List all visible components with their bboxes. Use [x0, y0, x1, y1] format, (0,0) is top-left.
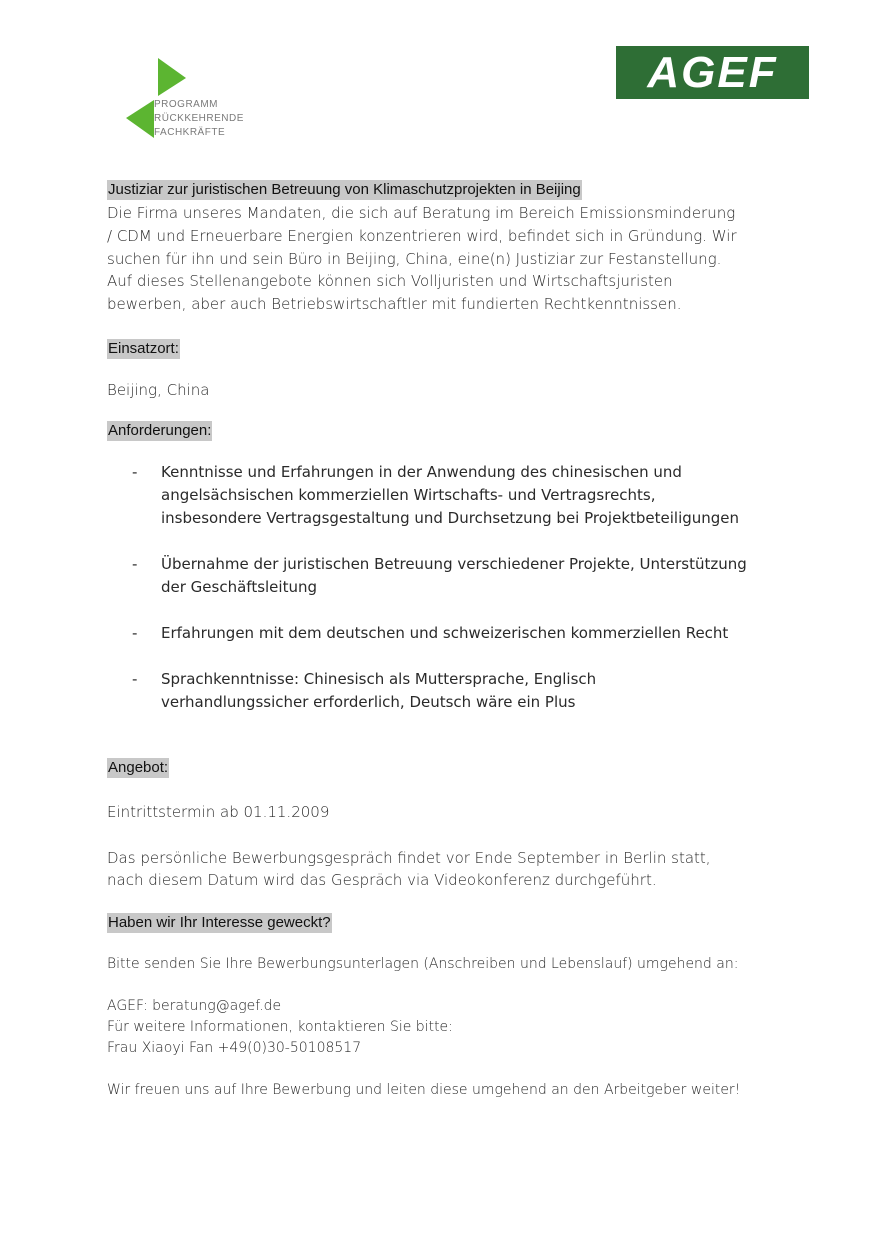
agef-logo-text: AGEF	[647, 47, 778, 97]
document-body	[107, 179, 797, 1101]
anforderungen-heading: Anforderungen:	[108, 421, 212, 439]
logo-line: RÜCKKEHRENDE	[154, 113, 244, 124]
contact-info-line: Für weitere Informationen, kontaktieren Sie bitte:	[107, 1019, 453, 1036]
closing-text: Wir freuen uns auf Ihre Bewerbung und leiten diese umgehend an den Arbeitgeber weiter!	[107, 1082, 741, 1099]
angebot-heading: Angebot:	[108, 758, 169, 776]
list-item: - Sprachkenntnisse: Chinesisch als Muttersprache, Englisch verhandlungssicher erforderlich, Deutsch wäre ein Plus	[132, 669, 597, 711]
list-item: - Kenntnisse und Erfahrungen in der Anwendung des chinesischen und angelsächsischen kommerziellen Wirtschafts- und Vertragsrechts, insbesondere Vertragsgestaltung und Durchsetzung bei Projektbeteiligungen	[132, 462, 740, 527]
intro-paragraph	[107, 202, 797, 316]
contact-block	[107, 996, 797, 1059]
send-instruction: Bitte senden Sie Ihre Bewerbungsunterlagen (Anschreiben und Lebenslauf) umgehend an:	[107, 956, 739, 973]
program-logo	[126, 58, 266, 142]
program-logo-text	[154, 98, 244, 140]
requirements-list	[107, 461, 797, 714]
contact-phone: Frau Xiaoyi Fan +49(0)30-50108517	[107, 1040, 362, 1057]
logo-line: FACHKRÄFTE	[154, 127, 226, 138]
intro-line: Die Firma unseres Mandaten, die sich auf Beratung im Bereich Emissionsminderung	[107, 204, 736, 222]
interesse-heading: Haben wir Ihr Interesse geweckt?	[108, 914, 331, 932]
list-item: - Erfahrungen mit dem deutschen und schweizerischen kommerziellen Recht	[132, 623, 729, 642]
intro-line: / CDM und Erneuerbare Energien konzentrieren wird, befindet sich in Gründung. Wir	[107, 226, 737, 245]
interview-paragraph: Das persönliche Bewerbungsgespräch findet vor Ende September in Berlin statt, nach diesem Datum wird das Gespräch via Videokonferenz durchgeführt.	[107, 848, 711, 890]
logo-line: PROGRAMM	[154, 99, 218, 110]
intro-line: Auf dieses Stellenangebote können sich Volljuristen und Wirtschaftsjuristen	[107, 272, 673, 291]
intro-line: bewerben, aber auch Betriebswirtschaftler mit fundierten Rechtkenntnissen.	[107, 295, 682, 314]
contact-email: AGEF: beratung@agef.de	[107, 998, 282, 1015]
job-title: Justiziar zur juristischen Betreuung von Klimaschutzprojekten in Beijing	[108, 181, 581, 198]
einsatzort-value: Beijing, China	[107, 380, 210, 399]
agef-logo	[616, 46, 809, 99]
intro-line: suchen für ihn und sein Büro in Beijing, China, eine(n) Justiziar zur Festanstellung.	[107, 249, 722, 268]
einsatzort-heading: Einsatzort:	[108, 339, 179, 357]
start-date: Eintrittstermin ab 01.11.2009	[107, 802, 330, 821]
list-item: - Übernahme der juristischen Betreuung verschiedener Projekte, Unterstützung der Geschäftsleitung	[132, 554, 747, 596]
